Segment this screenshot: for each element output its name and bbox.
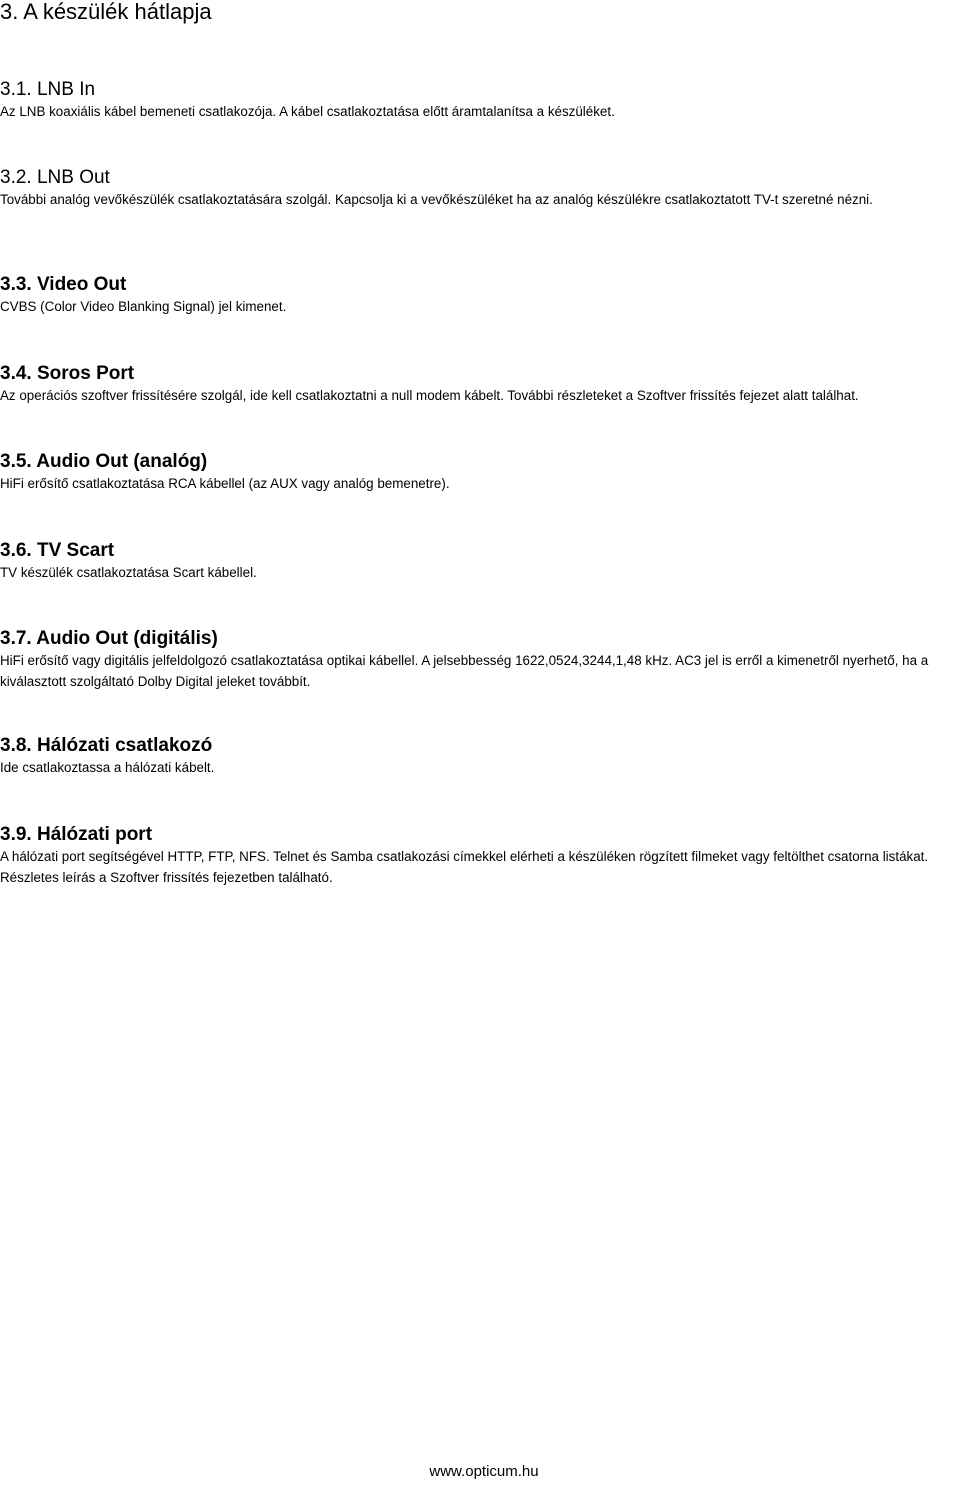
section-text: További analóg vevőkészülék csatlakoztatására szolgál. Kapcsolja ki a vevőkészüléket ha az analóg készülékre csatlakoztatott TV-t szeretné nézni. <box>0 192 873 207</box>
section-tv-scart <box>0 540 958 583</box>
page-title: 3. A készülék hátlapja <box>0 0 212 24</box>
section-heading: 3.7. Audio Out (digitális) <box>0 628 218 649</box>
section-heading: 3.6. TV Scart <box>0 540 115 561</box>
section-heading: 3.3. Video Out <box>0 274 127 295</box>
footer-url: www.opticum.hu <box>429 1463 539 1480</box>
section-heading: 3.9. Hálózati port <box>0 824 153 845</box>
section-heading: 3.4. Soros Port <box>0 363 135 384</box>
section-audio-out-digital <box>0 628 958 692</box>
section-lnb-in <box>0 79 958 122</box>
section-text: Az operációs szoftver frissítésére szolgál, ide kell csatlakoztatni a null modem kábelt. További részleteket a Szoftver frissítés fejezet alatt találhat. <box>0 388 859 403</box>
section-soros-port <box>0 363 958 406</box>
section-text: TV készülék csatlakoztatása Scart kábellel. <box>0 565 257 580</box>
section-text: A hálózati port segítségével HTTP, FTP, NFS. Telnet és Samba csatlakozási címekkel elérheti a készüléken rögzített filmeket vagy feltölthet csatorna listákat. Részletes leírás a Szoftver frissítés fejezetben található. <box>0 849 929 885</box>
section-heading: 3.1. LNB In <box>0 79 96 100</box>
section-heading: 3.5. Audio Out (analóg) <box>0 451 208 472</box>
section-halozati-csatlakozo <box>0 735 958 778</box>
section-text: Az LNB koaxiális kábel bemeneti csatlakozója. A kábel csatlakoztatása előtt áramtalanítsa a készüléket. <box>0 104 615 119</box>
section-heading: 3.2. LNB Out <box>0 167 110 188</box>
section-text: HiFi erősítő csatlakoztatása RCA kábellel (az AUX vagy analóg bemenetre). <box>0 476 450 491</box>
section-audio-out-analog <box>0 451 958 494</box>
section-halozati-port <box>0 824 958 888</box>
section-text: Ide csatlakoztassa a hálózati kábelt. <box>0 760 215 775</box>
section-video-out <box>0 274 958 317</box>
section-heading: 3.8. Hálózati csatlakozó <box>0 735 213 756</box>
section-text: CVBS (Color Video Blanking Signal) jel kimenet. <box>0 299 287 314</box>
section-lnb-out <box>0 167 958 210</box>
section-text: HiFi erősítő vagy digitális jelfeldolgozó csatlakoztatása optikai kábellel. A jelsebbesség 1622,0524,3244,1,48 kHz. AC3 jel is erről a kimenetről nyerhető, ha a kiválasztott szolgáltató Dolby Digital jeleket továbbít. <box>0 653 929 689</box>
